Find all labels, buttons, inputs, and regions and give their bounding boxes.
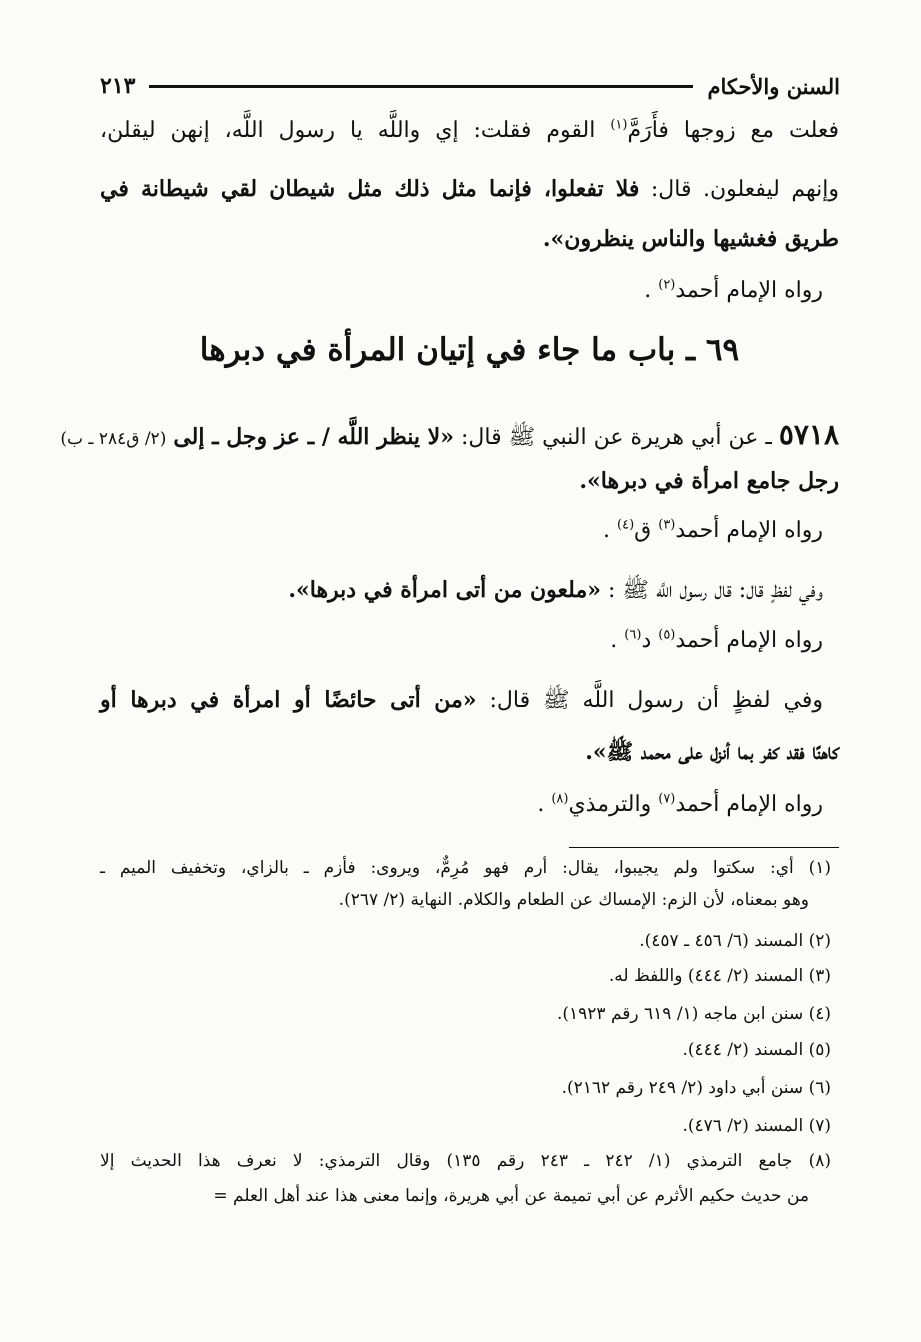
footnote-ref[interactable]: (٦) bbox=[624, 627, 642, 643]
footnote-3: (٣) المسند (٢/ ٤٤٤) واللفظ له. bbox=[608, 966, 831, 986]
footnote-8: (٨) جامع الترمذي (١/ ٢٤٢ ـ ٢٤٣ رقم ١٣٥) وقال الترمذي: لا نعرف هذا الحديث إلا bbox=[100, 1151, 831, 1171]
footnote-ref[interactable]: (٢) bbox=[658, 277, 676, 293]
text-line: رجل جامع امرأة في دبرها». bbox=[579, 468, 839, 494]
footnote-ref[interactable]: (٨) bbox=[551, 791, 569, 807]
text-line: كاهنًا فقد كفر بما أنزل على محمد ﷺ». bbox=[585, 739, 839, 765]
text-line: وفي لفظٍ أن رسول اللَّه ﷺ قال: «من أتى حائضًا أو امرأة في دبرها أو bbox=[100, 687, 823, 713]
text-line: فعلت مع زوجها فأَرَمَّ$^{(١)}$ القوم فقلت: إي واللَّه يا رسول اللَّه، إنهن ليقلن، bbox=[100, 117, 839, 143]
attribution-line: رواه الإمام أحمد$^{(٣)}$ ق$^{(٤)}$ . bbox=[603, 517, 823, 543]
attribution-line: رواه الإمام أحمد$^{(٥)}$ د$^{(٦)}$ . bbox=[610, 627, 823, 653]
footnote-ref[interactable]: (٣) bbox=[658, 517, 676, 533]
running-title: السنن والأحكام bbox=[707, 73, 840, 99]
page-number: ٢١٣ bbox=[100, 73, 136, 99]
footnote-ref[interactable]: (٧) bbox=[658, 791, 676, 807]
text-line: طريق فغشيها والناس ينظرون». bbox=[542, 226, 839, 252]
footnote-divider bbox=[569, 847, 839, 848]
footnote-7: (٧) المسند (٢/ ٤٧٦). bbox=[682, 1116, 831, 1136]
chapter-title: ٦٩ ـ باب ما جاء في إتيان المرأة في دبرها bbox=[199, 332, 740, 368]
attribution-line: رواه الإمام أحمد$^{(٢)}$ . bbox=[644, 277, 823, 303]
footnote-2: (٢) المسند (٦/ ٤٥٦ ـ ٤٥٧). bbox=[639, 931, 831, 951]
footnote-6: (٦) سنن أبي داود (٢/ ٢٤٩ رقم ٢١٦٢). bbox=[561, 1078, 831, 1098]
footnote-ref[interactable]: (٥) bbox=[658, 627, 676, 643]
text-line: وفي لفظٍ قال: قال رسول اللَّه ﷺ : «ملعون من أتى امرأة في دبرها». bbox=[288, 577, 823, 603]
footnote-1-continued: وهو بمعناه، لأن الزم: الإمساك عن الطعام والكلام. النهاية (٢/ ٢٦٧). bbox=[338, 890, 809, 910]
footnote-ref[interactable]: (١) bbox=[610, 117, 628, 133]
hadith-number: ٥٧١٨ bbox=[778, 418, 839, 451]
text-line: وإنهم ليفعلون. قال: فلا تفعلوا، فإنما مثل ذلك مثل شيطان لقي شيطانة في bbox=[100, 176, 839, 202]
page-header bbox=[100, 66, 840, 106]
footnote-4: (٤) سنن ابن ماجه (١/ ٦١٩ رقم ١٩٢٣). bbox=[556, 1004, 831, 1024]
header-rule bbox=[149, 85, 693, 88]
manuscript-folio-ref: (٢/ ق٢٨٤ ـ ب) bbox=[60, 429, 167, 449]
footnote-ref[interactable]: (٤) bbox=[617, 517, 635, 533]
footnote-8-continued: من حديث حكيم الأثرم عن أبي تميمة عن أبي هريرة، وإنما معنى هذا عند أهل العلم = bbox=[213, 1186, 809, 1206]
hadith-line: ٥٧١٨ ـ عن أبي هريرة عن النبي ﷺ قال: «لا ينظر اللَّه / ـ عز وجل ـ إلى (٢/ ق٢٨٤ ـ ب) bbox=[60, 418, 839, 451]
footnote-5: (٥) المسند (٢/ ٤٤٤). bbox=[682, 1040, 831, 1060]
attribution-line: رواه الإمام أحمد$^{(٧)}$ والترمذي$^{(٨)}$ . bbox=[537, 791, 823, 817]
footnote-1: (١) أي: سكتوا ولم يجيبوا، يقال: أرم فهو مُرِمٌّ، ويروى: فأزم ـ بالزاي، وتخفيف الميم ـ bbox=[100, 858, 831, 878]
